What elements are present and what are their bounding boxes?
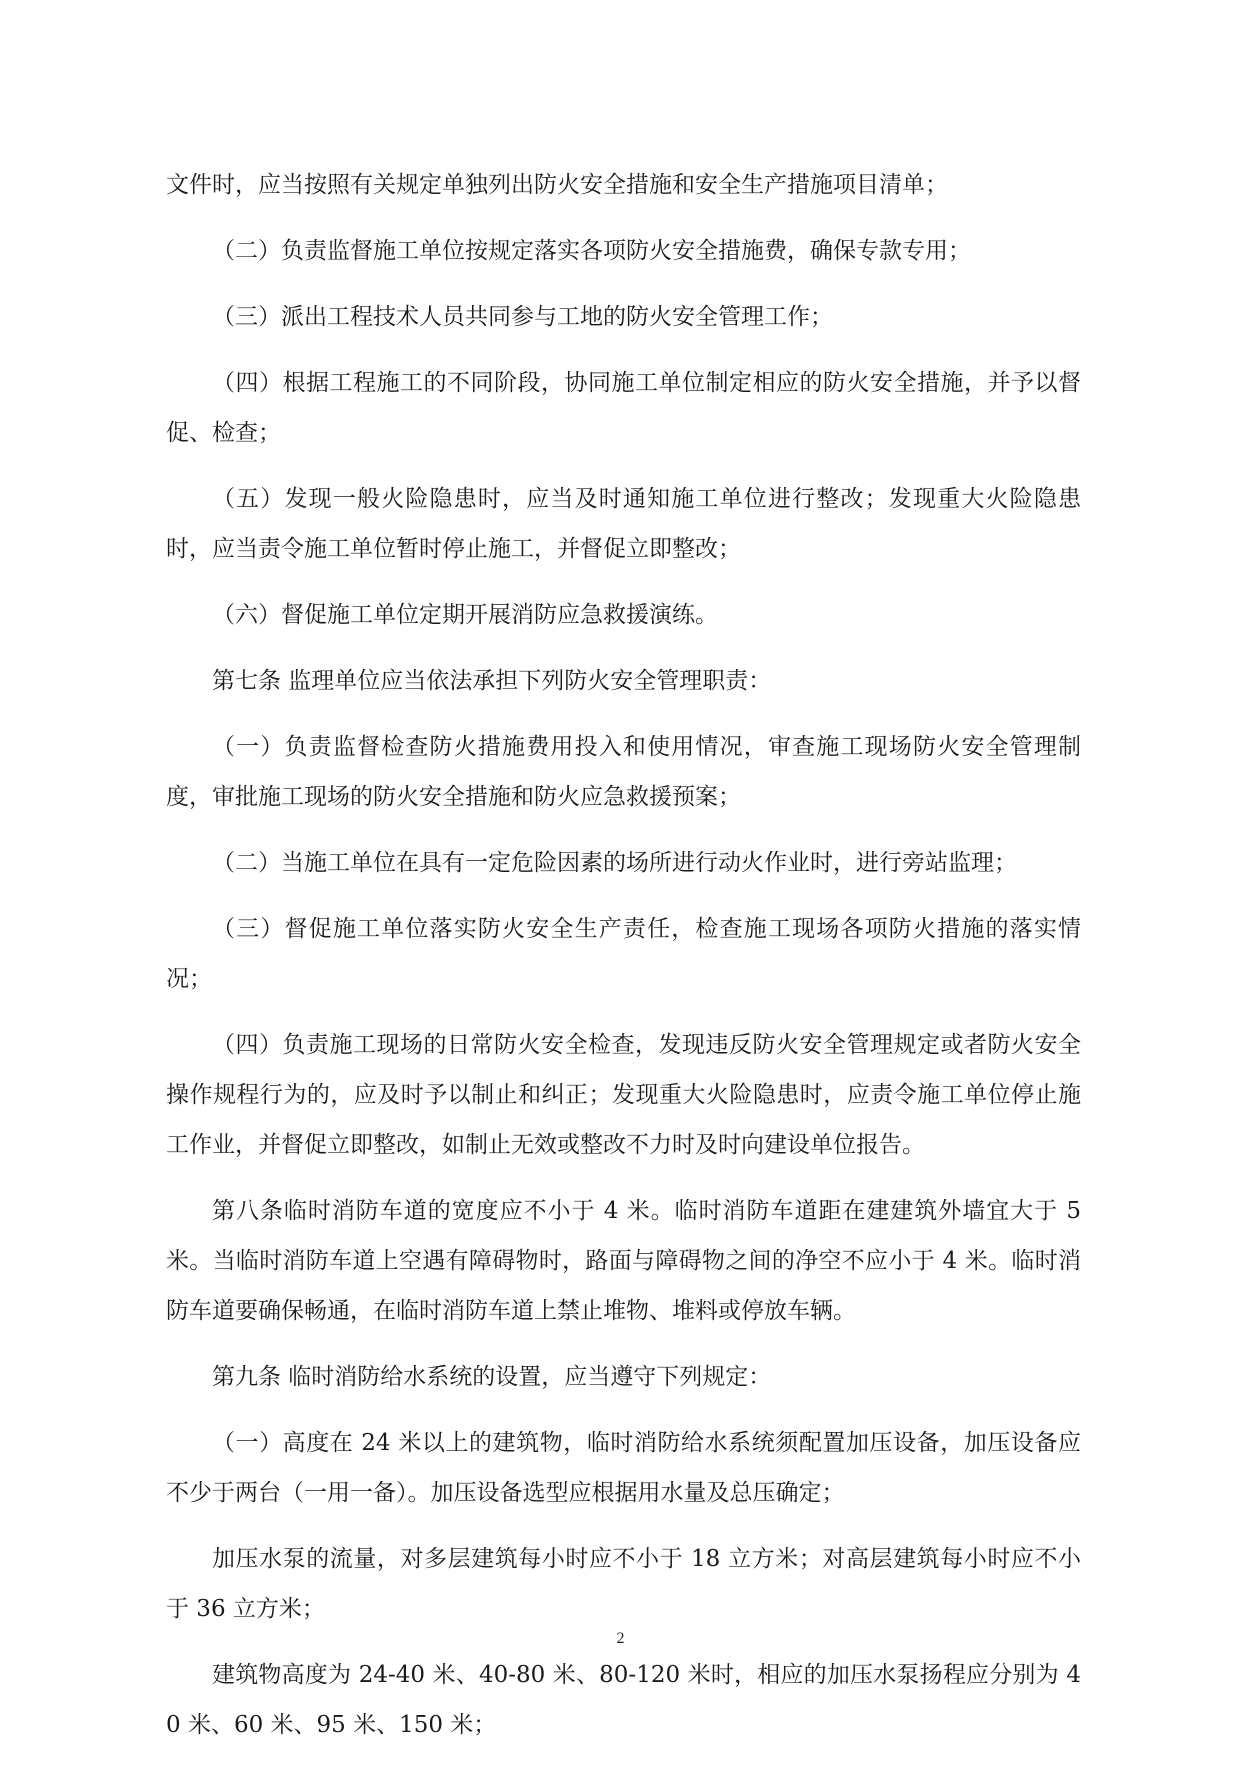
paragraph-15: 加压水泵的流量，对多层建筑每小时应不小于 18 立方米；对高层建筑每小时应不小于 36 立方米；	[166, 1546, 1081, 1622]
paragraph-9: （二）当施工单位在具有一定危险因素的场所进行动火作业时，进行旁站监理；	[212, 850, 1017, 876]
paragraph-10: （三）督促施工单位落实防火安全生产责任，检查施工现场各项防火措施的落实情况；	[166, 916, 1081, 992]
paragraph-5: （五）发现一般火险隐患时，应当及时通知施工单位进行整改；发现重大火险隐患时，应当责令施工单位暂时停止施工，并督促立即整改；	[166, 486, 1081, 562]
paragraph-11: （四）负责施工现场的日常防火安全检查，发现违反防火安全管理规定或者防火安全操作规程行为的，应及时予以制止和纠正；发现重大火险隐患时，应责令施工单位停止施工作业，并督促立即整改，如制止无效或整改不力时及时向建设单位报告。	[166, 1032, 1081, 1158]
paragraph-8: （一）负责监督检查防火措施费用投入和使用情况，审查施工现场防火安全管理制度，审批施工现场的防火安全措施和防火应急救援预案；	[166, 734, 1081, 810]
paragraph-1: 文件时，应当按照有关规定单独列出防火安全措施和安全生产措施项目清单；	[166, 172, 948, 198]
paragraph-2: （二）负责监督施工单位按规定落实各项防火安全措施费，确保专款专用；	[212, 238, 971, 264]
paragraph-6: （六）督促施工单位定期开展消防应急救援演练。	[212, 602, 718, 628]
paragraph-16: 建筑物高度为 24-40 米、40-80 米、80-120 米时，相应的加压水泵扬程应分别为 40 米、60 米、95 米、150 米；	[166, 1662, 1081, 1738]
paragraph-3: （三）派出工程技术人员共同参与工地的防火安全管理工作；	[212, 304, 833, 330]
article-9-heading: 第九条 临时消防给水系统的设置，应当遵守下列规定：	[212, 1364, 772, 1390]
page-number: 2	[616, 1630, 625, 1647]
document-body	[166, 160, 1081, 1766]
article-7-heading: 第七条 监理单位应当依法承担下列防火安全管理职责：	[212, 668, 772, 694]
paragraph-4: （四）根据工程施工的不同阶段，协同施工单位制定相应的防火安全措施，并予以督促、检查；	[166, 370, 1081, 446]
article-8-paragraph: 第八条临时消防车道的宽度应不小于 4 米。临时消防车道距在建建筑外墙宜大于 5 米。当临时消防车道上空遇有障碍物时，路面与障碍物之间的净空不应小于 4 米。临时消防车道要确保畅通，在临时消防车道上禁止堆物、堆料或停放车辆。	[166, 1198, 1081, 1324]
paragraph-14: （一）高度在 24 米以上的建筑物，临时消防给水系统须配置加压设备，加压设备应不少于两台（一用一备）。加压设备选型应根据用水量及总压确定；	[166, 1430, 1081, 1506]
